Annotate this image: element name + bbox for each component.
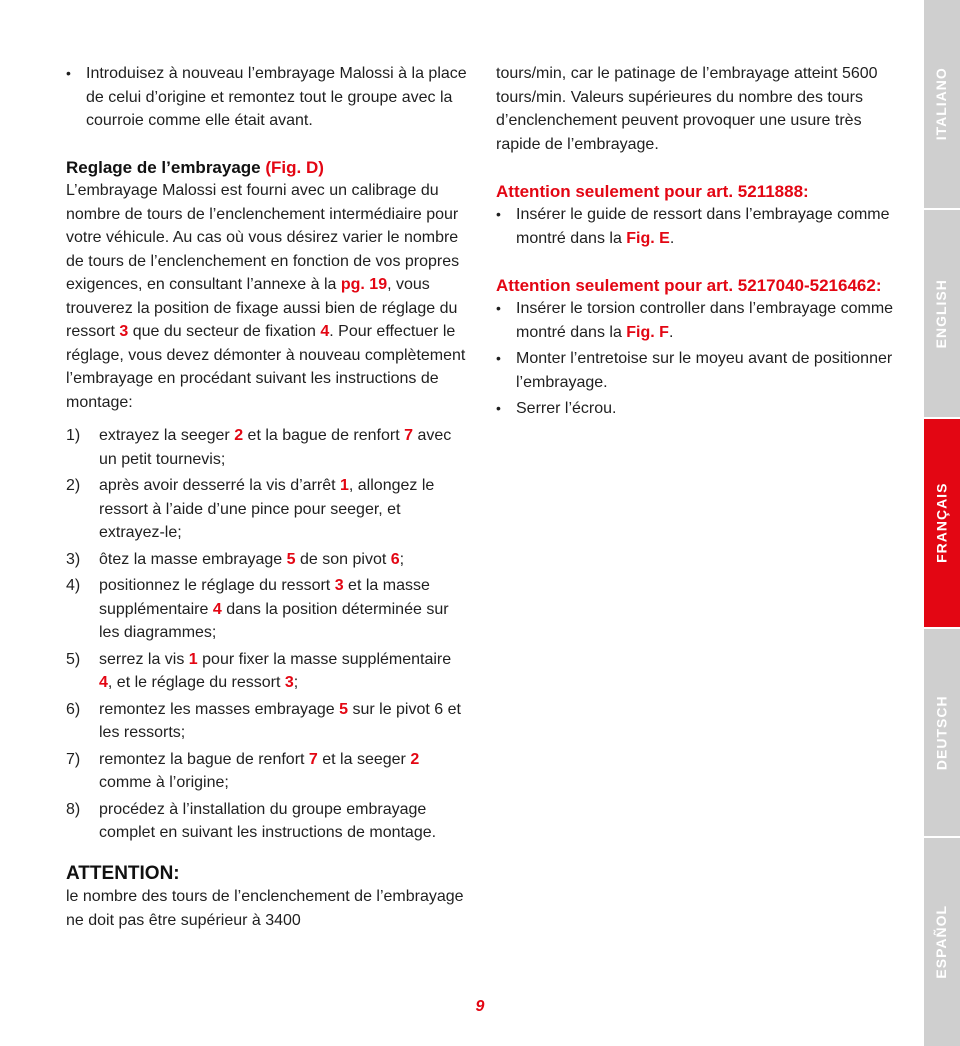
tab-label: ITALIANO [933, 67, 950, 141]
bullet-ecrou: • Serrer l’écrou. [496, 397, 894, 421]
ref-number: 3 [284, 674, 294, 691]
step-number: 3) [66, 550, 81, 568]
assembly-steps-list [66, 424, 468, 845]
step-item [66, 424, 468, 471]
tab-label: ENGLISH [933, 278, 950, 349]
step-number: 4) [66, 577, 81, 594]
ref-number: 1 [188, 650, 198, 668]
tab-francais[interactable] [924, 419, 960, 627]
step-text: , et le réglage du ressort [107, 674, 285, 691]
ref-number: 2 [410, 750, 420, 768]
step-item [66, 798, 468, 845]
step-text: ; [399, 550, 405, 568]
step-number: 6) [66, 700, 81, 718]
step-text: remontez les masses embrayage [99, 700, 340, 718]
continuation-paragraph: tours/min, car le patinage de l’embrayage atteint 5600 tours/min. Valeurs supérieures du nombre des tours d’enclenchement peuvent provoquer une usure très rapide de l’embrayage. [496, 65, 878, 153]
ref-number: 5 [286, 550, 296, 568]
reglage-paragraph [66, 179, 468, 414]
ref-number: 7 [308, 750, 318, 768]
step-text: et la masse supplémentaire [99, 577, 430, 618]
step-text: ôtez la masse embrayage [99, 550, 287, 568]
step-item [66, 648, 468, 695]
step-text: , allongez le ressort à l’aide d’une pince pour seeger, et extrayez-le; [99, 477, 435, 541]
heading-text: Reglage de l’embrayage [66, 157, 266, 177]
page-reference: pg. 19 [340, 276, 388, 293]
step-text: procédez à l’installation du groupe embrayage complet en suivant les instructions de montage. [99, 800, 437, 841]
tab-deutsch[interactable] [924, 629, 960, 836]
step-text: remontez la bague de renfort [99, 750, 309, 768]
step-text: et la bague de renfort [243, 427, 405, 444]
step-text: après avoir desserré la vis d’arrêt [99, 477, 340, 494]
step-item [66, 574, 468, 645]
tab-espanol[interactable] [924, 838, 960, 1046]
step-text: positionnez le réglage du ressort [99, 577, 335, 594]
step-number: 2) [66, 477, 81, 494]
step-item [66, 748, 468, 795]
page-number: 9 [475, 998, 485, 1015]
step-item [66, 548, 468, 572]
bullet-text-end: . [668, 323, 674, 341]
step-text: ; [293, 674, 299, 691]
step-number: 1) [66, 427, 81, 444]
step-text: et la seeger [317, 750, 411, 768]
ref-number: 6 [390, 550, 400, 568]
step-number: 7) [66, 750, 81, 768]
ref-number: 3 [119, 323, 129, 340]
step-number: 8) [66, 800, 81, 818]
ref-number: 3 [334, 577, 344, 594]
step-text: avec un petit tournevis; [99, 427, 452, 468]
step-text: de son pivot [295, 550, 391, 568]
step-text: sur le pivot 6 et les ressorts; [99, 700, 461, 741]
ref-number: 4 [99, 674, 108, 691]
left-column [66, 62, 468, 932]
heading-fig-ref: (Fig. D) [265, 157, 324, 177]
attention-5217040-title: Attention seulement pour art. 5217040-5216462: [496, 276, 882, 295]
right-column [496, 62, 894, 421]
bullet-torsion-controller [496, 297, 894, 344]
step-text: extrayez la seeger [99, 427, 235, 444]
bullet-text-end: . [669, 229, 675, 247]
tab-english[interactable] [924, 210, 960, 417]
step-item [66, 474, 468, 545]
ref-number: 5 [339, 700, 349, 718]
bullet-entretoise: • Monter l’entretoise sur le moyeu avant de positionner l’embrayage. [496, 347, 894, 394]
step-text: pour fixer la masse supplémentaire [197, 650, 452, 668]
ref-number: 1 [339, 477, 349, 494]
ref-number: 7 [404, 427, 413, 444]
ref-number: 4 [212, 600, 222, 618]
step-text: serrez la vis [99, 650, 189, 668]
ref-number: 2 [234, 427, 244, 444]
bullet-text: Insérer le torsion controller dans l’embrayage comme montré dans la [516, 300, 894, 341]
fig-reference: Fig. F [626, 323, 669, 341]
tab-italiano[interactable] [924, 0, 960, 208]
paragraph-text-2: , vous trouverez la position de fixage aussi bien de réglage du ressort [66, 276, 458, 340]
fig-reference: Fig. E [626, 229, 670, 247]
section-heading-reglage [66, 156, 468, 180]
bullet-5211888 [496, 203, 894, 250]
language-tabs [924, 0, 960, 1046]
step-text: dans la position déterminée sur les diagrammes; [99, 600, 449, 641]
attention-5211888-title: Attention seulement pour art. 5211888: [496, 182, 809, 201]
tab-label: FRANÇAIS [933, 482, 950, 564]
attention-title: ATTENTION: [66, 862, 180, 884]
ref-number: 4 [320, 323, 330, 340]
intro-bullet: • Introduisez à nouveau l’embrayage Malossi à la place de celui d’origine et remontez tout le groupe avec la courroie comme elle était avant. [66, 62, 468, 133]
tab-label: ESPAÑOL [933, 905, 950, 979]
step-item [66, 698, 468, 745]
paragraph-text-4: . Pour effectuer le réglage, vous devez démonter à nouveau complètement l’embrayage en procédant suivant les instructions de montage: [66, 323, 466, 411]
step-text: comme à l’origine; [99, 774, 229, 791]
attention-text: le nombre des tours de l’enclenchement de l’embrayage ne doit pas être supérieur à 3400 [66, 888, 464, 929]
tab-label: DEUTSCH [933, 695, 950, 770]
bullet-text: Insérer le guide de ressort dans l’embrayage comme montré dans la [516, 206, 890, 247]
paragraph-text-3: que du secteur de fixation [128, 323, 321, 340]
step-number: 5) [66, 650, 81, 668]
paragraph-text-1: L’embrayage Malossi est fourni avec un calibrage du nombre de tours de l’enclenchement intermédiaire pour votre véhicule. Au cas où vous désirez varier le nombre de tours de l’enclenchement en fonction de vos propres exigences, en consultant l’annexe à la [66, 182, 460, 293]
